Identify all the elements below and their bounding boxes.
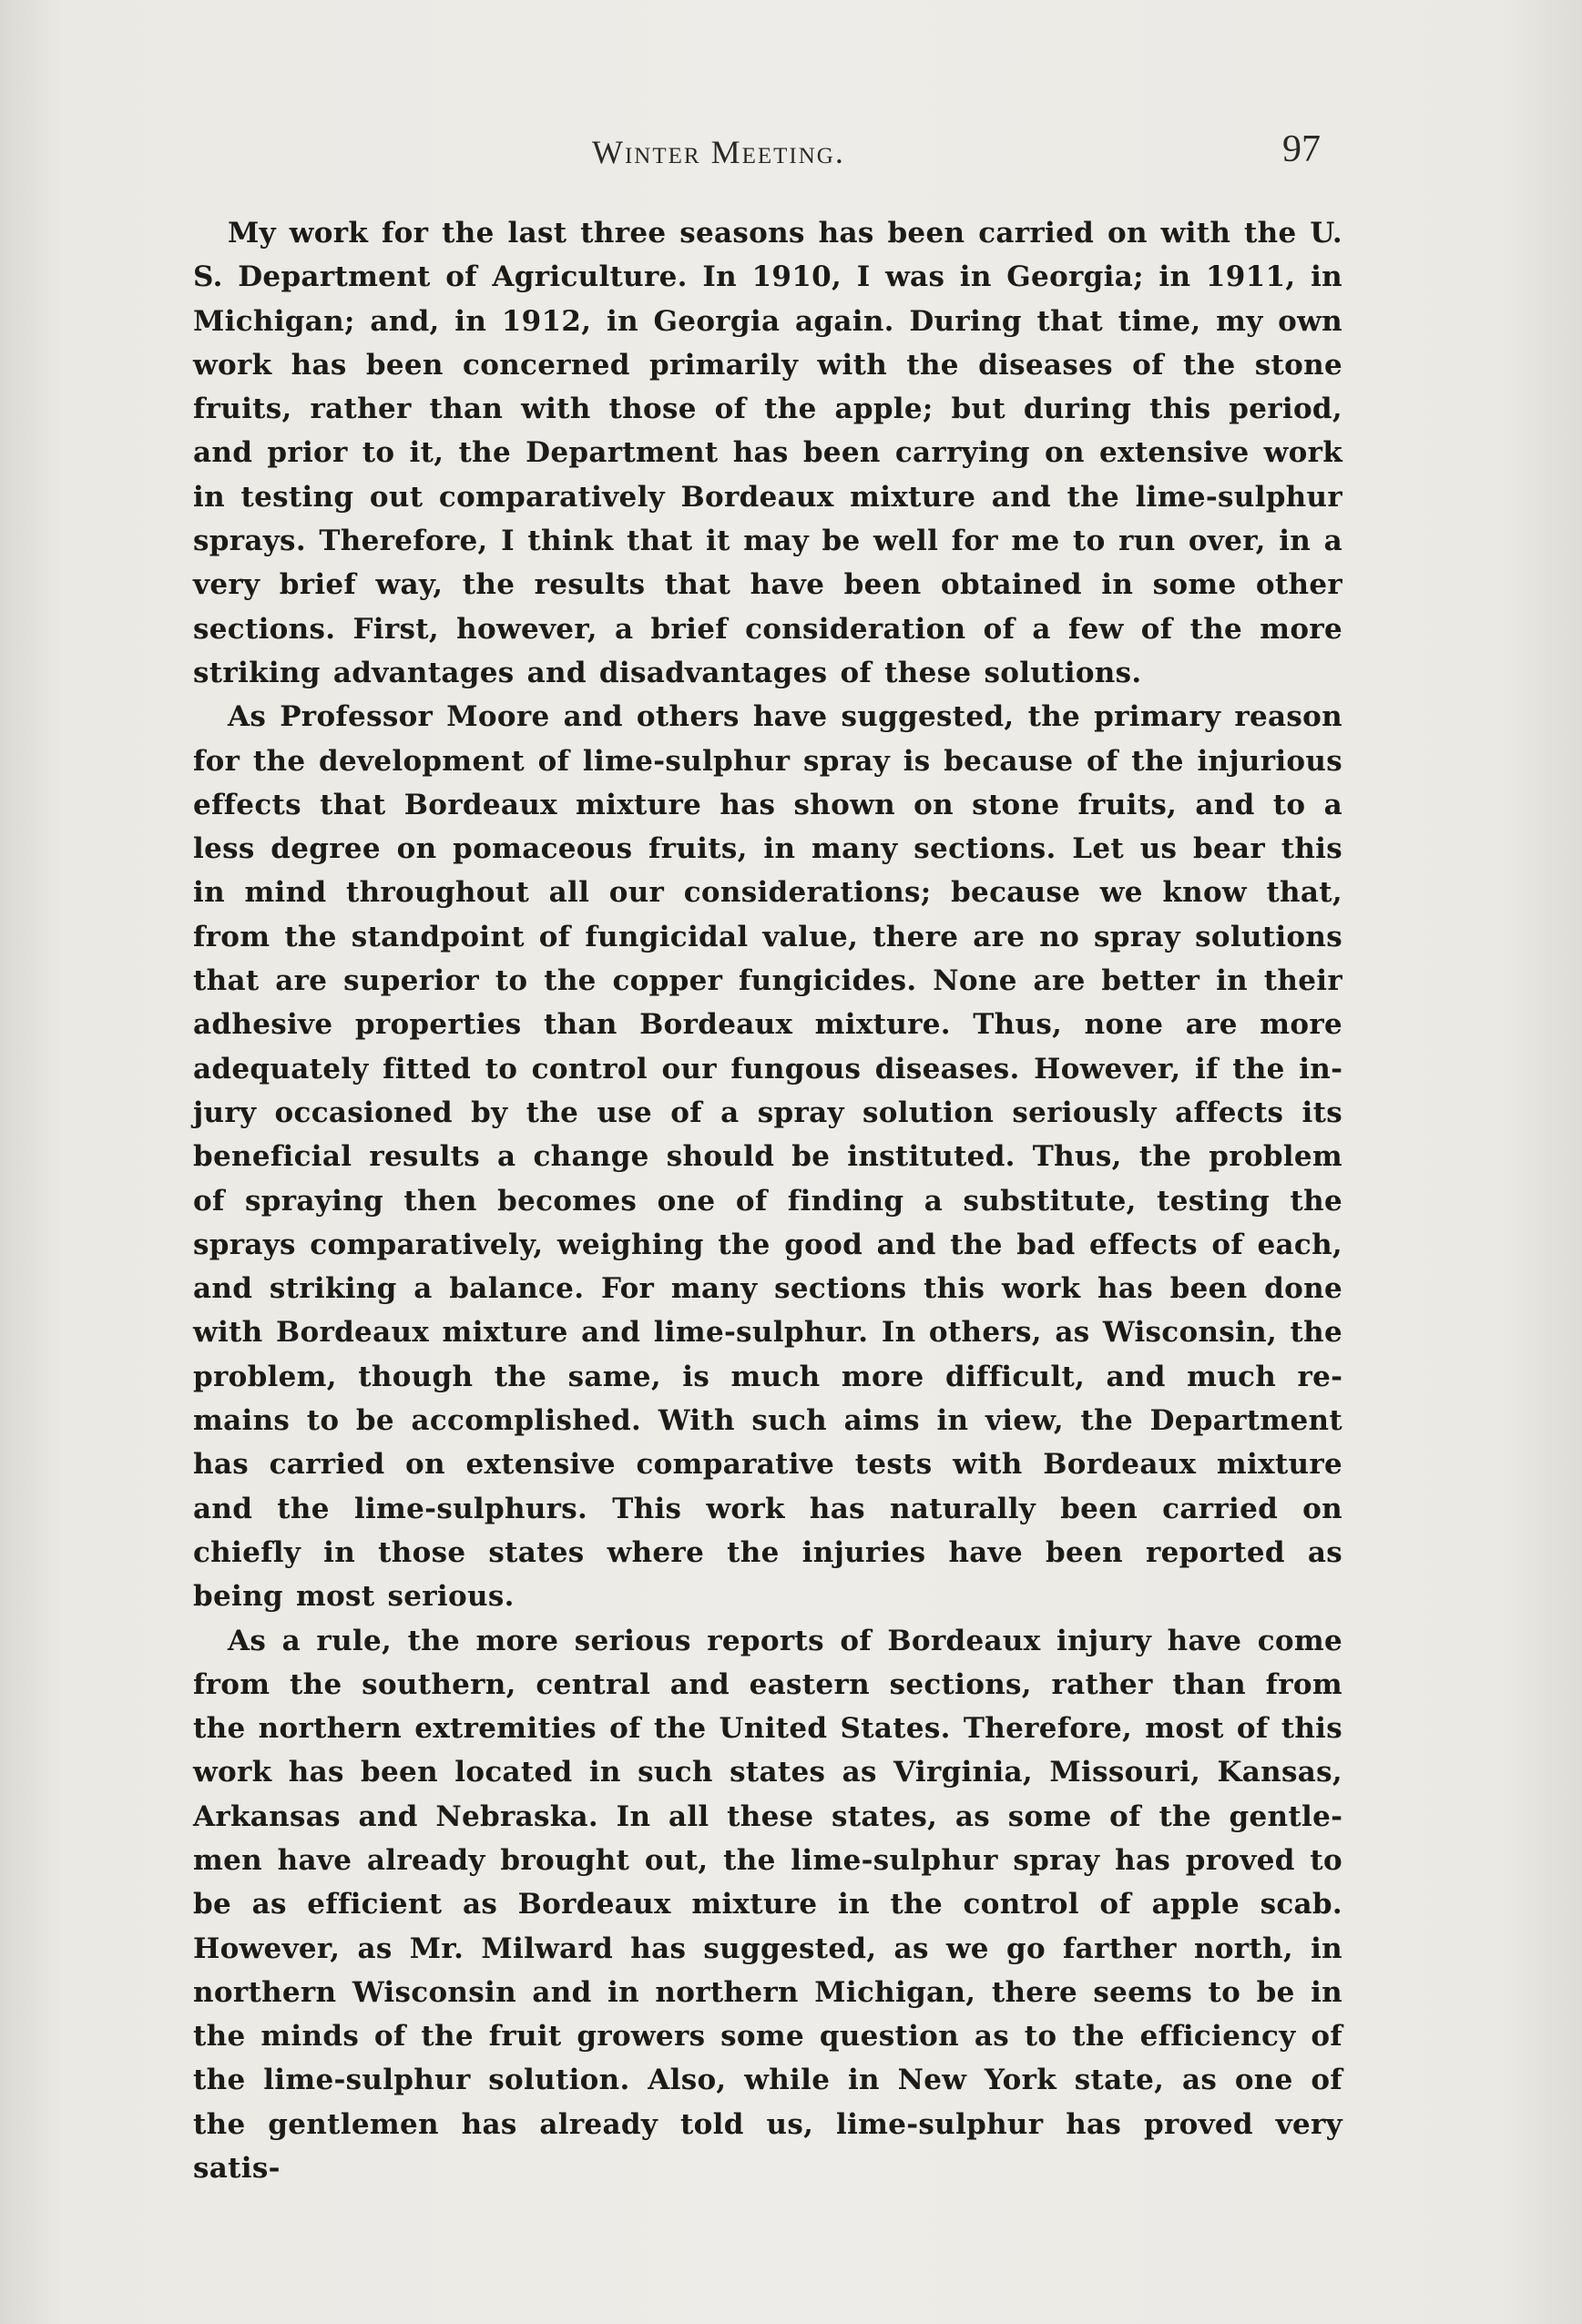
running-head: Winter Meeting. bbox=[592, 134, 845, 170]
page-header bbox=[191, 127, 1348, 182]
page-number: 97 bbox=[1282, 128, 1321, 170]
body-text bbox=[193, 211, 1342, 2190]
paragraph-2: As Professor Moore and others have suggested, the primary reason for the development of lime-sulphur spray is because of the injurious effects that Bordeaux mixture has shown on stone fruits, and to a less degree on pomaceous fruits, in many sections. Let us bear this in mind throughout all our considerations; because we know that, from the standpoint of fungicidal value, there are no spray solutions that are superior to the copper fungicides. None are better in their adhesive properties than Bordeaux mixture. Thus, none are more adequately fitted to control our fungous diseases. However, if the injury occasioned by the use of a spray solution seriously affects its beneficial results a change should be instituted. Thus, the problem of spraying then becomes one of finding a substitute, testing the sprays comparatively, weighing the good and the bad effects of each, and striking a balance. For many sections this work has been done with Bordeaux mixture and lime-sulphur. In others, as Wisconsin, the problem, though the same, is much more difficult, and much remains to be accomplished. With such aims in view, the Department has carried on extensive comparative tests with Bordeaux mixture and the lime-sulphurs. This work has naturally been carried on chiefly in those states where the injuries have been reported as being most serious. bbox=[193, 700, 1342, 1614]
paragraph-1: My work for the last three seasons has been carried on with the U. S. Department of Agriculture. In 1910, I was in Georgia; in 1911, in Michigan; and, in 1912, in Georgia again. During that time, my own work has been concerned primarily with the diseases of the stone fruits, rather than with those of the apple; but during this period, and prior to it, the Department has been carrying on extensive work in testing out comparatively Bordeaux mixture and the lime-sulphur sprays. Therefore, I think that it may be well for me to run over, in a very brief way, the results that have been obtained in some other sections. First, however, a brief consideration of a few of the more striking advantages and disadvantages of these solutions. bbox=[193, 217, 1342, 689]
paragraph-3: As a rule, the more serious reports of Bordeaux injury have come from the southern, central and eastern sections, rather than from the northern extremities of the United States. Therefore, most of this work has been located in such states as Virginia, Missouri, Kansas, Arkansas and Nebraska. In all these states, as some of the gentlemen have already brought out, the lime-sulphur spray has proved to be as efficient as Bordeaux mixture in the control of apple scab. However, as Mr. Milward has suggested, as we go farther north, in northern Wisconsin and in northern Michigan, there seems to be in the minds of the fruit growers some question as to the efficiency of the lime-sulphur solution. Also, while in New York state, as one of the gentlemen has already told us, lime-sulphur has proved very satis- bbox=[193, 1624, 1342, 2186]
